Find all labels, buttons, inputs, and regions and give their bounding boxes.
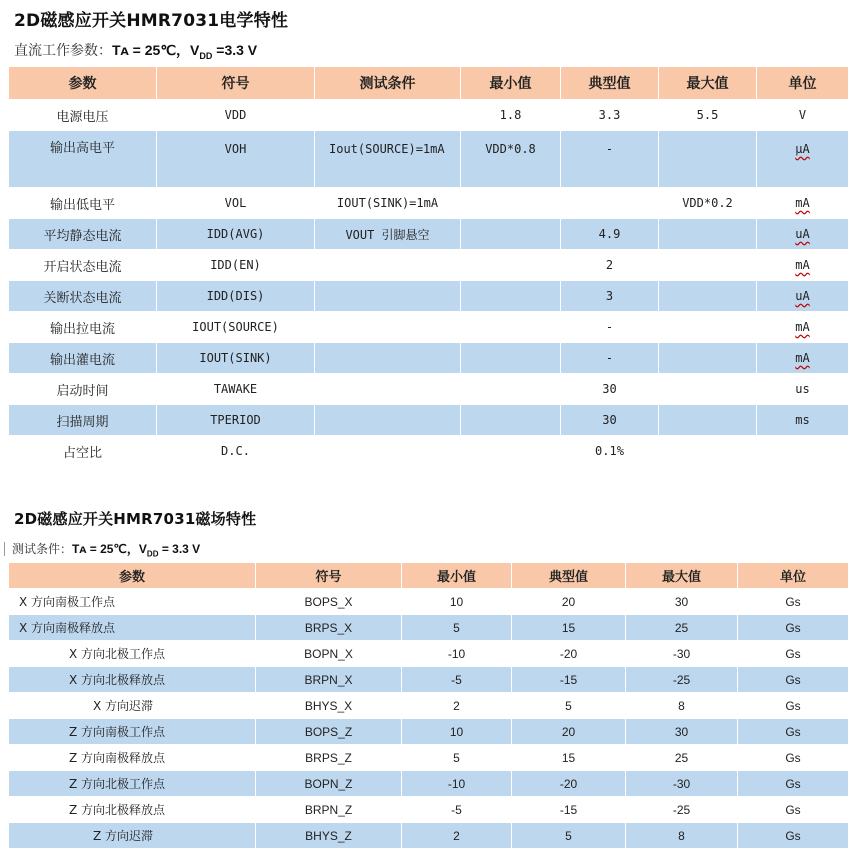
symbol-cell: TAWAKE [157, 374, 315, 405]
magnetic-condition [12, 540, 200, 558]
max-cell [659, 436, 757, 467]
max-cell: 8 [626, 823, 738, 849]
header-unit: 单位 [757, 67, 849, 100]
header-min: 最小值 [461, 67, 561, 100]
table-row [9, 374, 849, 405]
min-cell: -10 [402, 641, 512, 667]
unit-cell: mA [757, 250, 849, 281]
table-row [9, 667, 849, 693]
electrical-table [8, 66, 849, 467]
symbol-cell: IDD(AVG) [157, 219, 315, 250]
max-cell: 8 [626, 693, 738, 719]
table-row [9, 436, 849, 467]
param-cell: 占空比 [9, 436, 157, 467]
typ-cell: 3 [561, 281, 659, 312]
max-cell: -30 [626, 771, 738, 797]
typ-cell: 5 [512, 823, 626, 849]
symbol-cell: VOL [157, 188, 315, 219]
cursor-line [4, 542, 5, 556]
header-max: 最大值 [659, 67, 757, 100]
min-cell: 10 [402, 719, 512, 745]
header-symbol: 符号 [157, 67, 315, 100]
header-condition: 测试条件 [315, 67, 461, 100]
table-row [9, 343, 849, 374]
min-cell: 5 [402, 615, 512, 641]
typ-cell: -20 [512, 771, 626, 797]
header-param: 参数 [9, 563, 256, 589]
max-cell [659, 219, 757, 250]
condition-cell [315, 312, 461, 343]
unit-cell: Gs [738, 667, 849, 693]
unit-cell: μA [757, 131, 849, 188]
condition-cell [315, 343, 461, 374]
table-row [9, 405, 849, 436]
symbol-cell: IDD(DIS) [157, 281, 315, 312]
unit-cell: Gs [738, 615, 849, 641]
param-cell: X 方向南极工作点 [9, 589, 256, 615]
min-cell [461, 219, 561, 250]
max-cell: -25 [626, 797, 738, 823]
param-cell: X 方向北极释放点 [9, 667, 256, 693]
table-row [9, 188, 849, 219]
param-cell: Z 方向迟滞 [9, 823, 256, 849]
param-cell: 输出灌电流 [9, 343, 157, 374]
unit-cell: Gs [738, 771, 849, 797]
min-cell [461, 436, 561, 467]
param-cell: 输出拉电流 [9, 312, 157, 343]
symbol-cell: BRPN_X [256, 667, 402, 693]
min-cell: 2 [402, 693, 512, 719]
param-cell: 平均静态电流 [9, 219, 157, 250]
min-cell: 2 [402, 823, 512, 849]
magnetic-condition-tail: = 3.3 V [158, 542, 201, 556]
typ-cell: -20 [512, 641, 626, 667]
header-unit: 单位 [738, 563, 849, 589]
symbol-cell: IDD(EN) [157, 250, 315, 281]
table-row [9, 281, 849, 312]
symbol-cell: BOPN_Z [256, 771, 402, 797]
table-row [9, 250, 849, 281]
unit-cell: V [757, 100, 849, 131]
unit-cell: Gs [738, 693, 849, 719]
electrical-header-row [9, 67, 849, 100]
min-cell [461, 405, 561, 436]
table-row [9, 771, 849, 797]
min-cell: -5 [402, 797, 512, 823]
magnetic-condition-label: 测试条件： [12, 542, 73, 556]
max-cell [659, 131, 757, 188]
electrical-condition-label: 直流工作参数： [14, 43, 112, 59]
header-typ: 典型值 [512, 563, 626, 589]
table-row [9, 589, 849, 615]
electrical-condition-tail: =3.3 V [212, 42, 258, 58]
param-cell: Z 方向北极工作点 [9, 771, 256, 797]
min-cell [461, 188, 561, 219]
param-cell: 开启状态电流 [9, 250, 157, 281]
unit-cell: mA [757, 188, 849, 219]
condition-cell [315, 250, 461, 281]
symbol-cell: BOPS_X [256, 589, 402, 615]
param-cell: X 方向北极工作点 [9, 641, 256, 667]
condition-cell [315, 405, 461, 436]
min-cell: 5 [402, 745, 512, 771]
param-cell: Z 方向南极释放点 [9, 745, 256, 771]
typ-cell: - [561, 312, 659, 343]
max-cell: VDD*0.2 [659, 188, 757, 219]
electrical-condition [14, 40, 257, 61]
condition-cell: Iout(SOURCE)=1mA [315, 131, 461, 188]
magnetic-table [8, 562, 849, 849]
header-min: 最小值 [402, 563, 512, 589]
table-row [9, 219, 849, 250]
symbol-cell: BOPS_Z [256, 719, 402, 745]
unit-cell: ms [757, 405, 849, 436]
typ-cell: - [561, 131, 659, 188]
table-row [9, 131, 849, 188]
param-cell: 关断状态电流 [9, 281, 157, 312]
min-cell: 10 [402, 589, 512, 615]
condition-cell [315, 281, 461, 312]
param-cell: 输出低电平 [9, 188, 157, 219]
min-cell: VDD*0.8 [461, 131, 561, 188]
symbol-cell: BRPS_X [256, 615, 402, 641]
symbol-cell: BRPN_Z [256, 797, 402, 823]
header-symbol: 符号 [256, 563, 402, 589]
max-cell: 30 [626, 719, 738, 745]
magnetic-title: 2D磁感应开关HMR7031磁场特性 [14, 510, 257, 528]
min-cell [461, 374, 561, 405]
unit-cell: Gs [738, 797, 849, 823]
param-cell: 输出高电平 [9, 131, 157, 188]
unit-cell: Gs [738, 823, 849, 849]
param-cell: 启动时间 [9, 374, 157, 405]
typ-cell: 15 [512, 615, 626, 641]
unit-cell: Gs [738, 641, 849, 667]
max-cell: 25 [626, 615, 738, 641]
header-param: 参数 [9, 67, 157, 100]
typ-cell: 15 [512, 745, 626, 771]
symbol-cell: IOUT(SOURCE) [157, 312, 315, 343]
typ-cell: 20 [512, 719, 626, 745]
typ-cell: -15 [512, 797, 626, 823]
unit-cell: uA [757, 219, 849, 250]
symbol-cell: IOUT(SINK) [157, 343, 315, 374]
max-cell: 5.5 [659, 100, 757, 131]
unit-cell: Gs [738, 719, 849, 745]
table-row [9, 312, 849, 343]
condition-cell: VOUT 引脚悬空 [315, 219, 461, 250]
magnetic-condition-value: Tᴀ = 25℃，V [72, 542, 147, 556]
typ-cell: 30 [561, 405, 659, 436]
typ-cell [561, 188, 659, 219]
max-cell [659, 374, 757, 405]
electrical-title: 2D磁感应开关HMR7031电学特性 [14, 11, 289, 31]
symbol-cell: BRPS_Z [256, 745, 402, 771]
max-cell: -25 [626, 667, 738, 693]
table-row [9, 719, 849, 745]
unit-cell: Gs [738, 745, 849, 771]
table-row [9, 745, 849, 771]
typ-cell: 3.3 [561, 100, 659, 131]
typ-cell: 4.9 [561, 219, 659, 250]
unit-cell: us [757, 374, 849, 405]
table-row [9, 693, 849, 719]
min-cell [461, 250, 561, 281]
param-cell: X 方向南极释放点 [9, 615, 256, 641]
max-cell: 30 [626, 589, 738, 615]
max-cell [659, 281, 757, 312]
min-cell [461, 343, 561, 374]
min-cell: -5 [402, 667, 512, 693]
symbol-cell: BHYS_X [256, 693, 402, 719]
param-cell: Z 方向北极释放点 [9, 797, 256, 823]
magnetic-header-row [9, 563, 849, 589]
symbol-cell: VDD [157, 100, 315, 131]
symbol-cell: BHYS_Z [256, 823, 402, 849]
max-cell [659, 312, 757, 343]
max-cell: 25 [626, 745, 738, 771]
max-cell [659, 343, 757, 374]
typ-cell: 20 [512, 589, 626, 615]
unit-cell: uA [757, 281, 849, 312]
unit-cell [757, 436, 849, 467]
min-cell [461, 281, 561, 312]
param-cell: 电源电压 [9, 100, 157, 131]
param-cell: 扫描周期 [9, 405, 157, 436]
symbol-cell: TPERIOD [157, 405, 315, 436]
condition-cell [315, 100, 461, 131]
electrical-condition-value: Tᴀ = 25℃，V [112, 42, 200, 58]
electrical-condition-sub: DD [199, 50, 213, 61]
max-cell [659, 250, 757, 281]
header-max: 最大值 [626, 563, 738, 589]
typ-cell: 5 [512, 693, 626, 719]
typ-cell: 0.1% [561, 436, 659, 467]
condition-cell [315, 374, 461, 405]
symbol-cell: BOPN_X [256, 641, 402, 667]
symbol-cell: VOH [157, 131, 315, 188]
min-cell: 1.8 [461, 100, 561, 131]
param-cell: Z 方向南极工作点 [9, 719, 256, 745]
max-cell [659, 405, 757, 436]
condition-cell [315, 436, 461, 467]
typ-cell: -15 [512, 667, 626, 693]
min-cell [461, 312, 561, 343]
unit-cell: mA [757, 343, 849, 374]
unit-cell: Gs [738, 589, 849, 615]
typ-cell: 30 [561, 374, 659, 405]
table-row [9, 100, 849, 131]
min-cell: -10 [402, 771, 512, 797]
typ-cell: - [561, 343, 659, 374]
unit-cell: mA [757, 312, 849, 343]
table-row [9, 823, 849, 849]
param-cell: X 方向迟滞 [9, 693, 256, 719]
table-row [9, 797, 849, 823]
table-row [9, 641, 849, 667]
magnetic-condition-sub: DD [146, 549, 159, 559]
typ-cell: 2 [561, 250, 659, 281]
symbol-cell: D.C. [157, 436, 315, 467]
condition-cell: IOUT(SINK)=1mA [315, 188, 461, 219]
table-row [9, 615, 849, 641]
header-typ: 典型值 [561, 67, 659, 100]
max-cell: -30 [626, 641, 738, 667]
